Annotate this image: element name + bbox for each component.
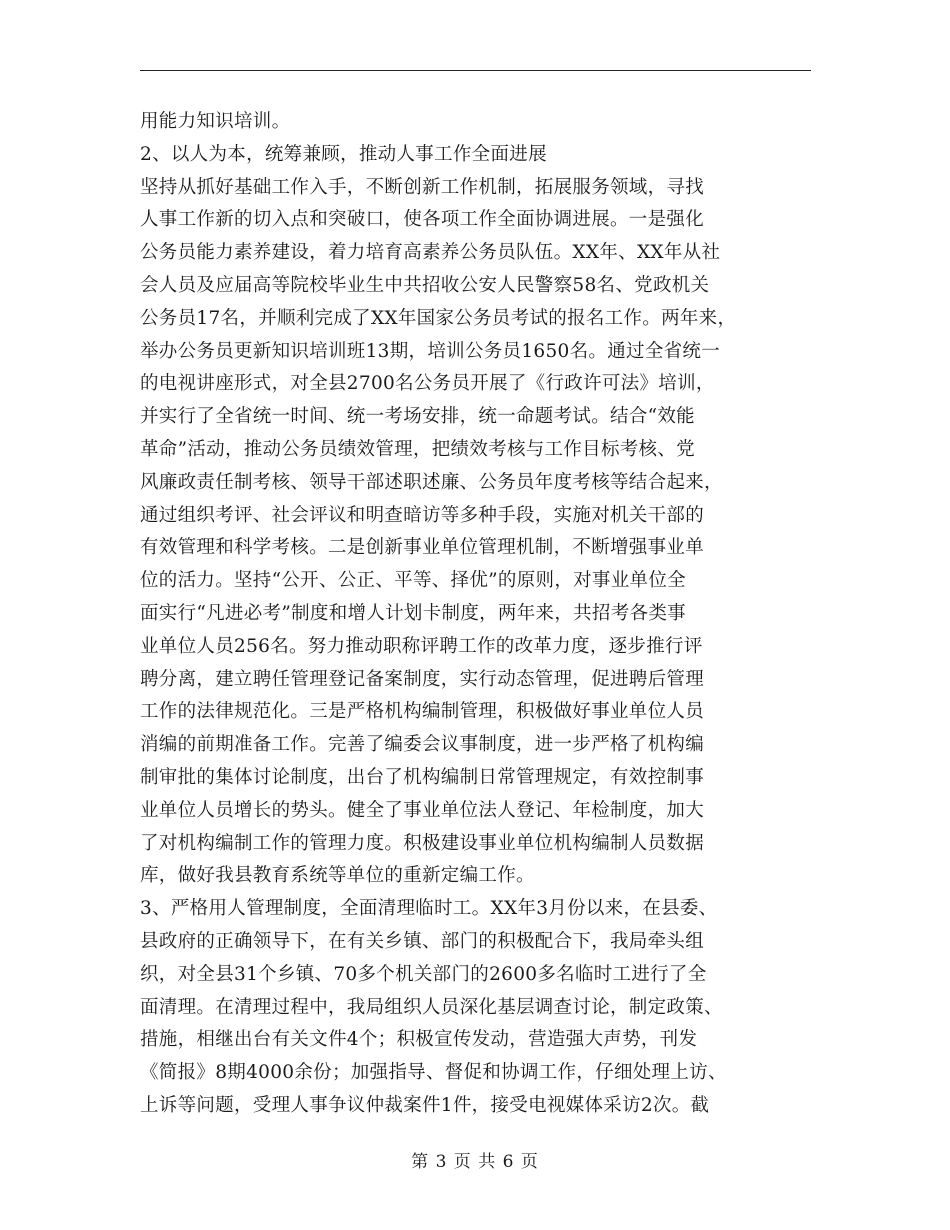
section-heading: 3、严格用人管理制度，全面清理临时工。XX年3月份以来，在县委、 [140, 898, 718, 920]
text-line: 革命”活动，推动公务员绩效管理，把绩效考核与工作目标考核、党 [140, 438, 695, 460]
text-line: 上诉等问题，受理人事争议仲裁案件1件，接受电视媒体采访2次。截 [140, 1094, 710, 1116]
text-line: 面实行“凡进必考”制度和增人计划卡制度，两年来，共招考各类事 [140, 602, 686, 624]
text-line: 业单位人员256名。努力推动职称评聘工作的改革力度，逐步推行评 [140, 635, 703, 657]
text-line: 坚持从抓好基础工作入手，不断创新工作机制，拓展服务领域，寻找 [140, 176, 705, 198]
text-line: 制审批的集体讨论制度，出台了机构编制日常管理规定，有效控制事 [140, 766, 705, 788]
text-line: 聘分离，建立聘任管理登记备案制度，实行动态管理，促进聘后管理 [140, 668, 705, 690]
body-text [140, 106, 830, 1123]
text-line: 举办公务员更新知识培训班13期，培训公务员1650名。通过全省统一 [140, 340, 721, 362]
header-rule [140, 70, 811, 71]
text-line: 风廉政责任制考核、领导干部述职述廉、公务员年度考核等结合起来， [140, 471, 723, 493]
text-line: 措施，相继出台有关文件4个；积极宣传发动，营造强大声势，刊发 [140, 1029, 698, 1051]
text-line: 用能力知识培训。 [140, 111, 291, 132]
text-line: 消编的前期准备工作。完善了编委会议事制度，进一步严格了机构编 [140, 734, 705, 756]
text-line: 面清理。在清理过程中，我局组织人员深化基层调查讨论，制定政策、 [140, 996, 723, 1018]
page-number-footer: 第 3 页 共 6 页 [411, 1152, 539, 1172]
text-line: 工作的法律规范化。三是严格机构编制管理，积极做好事业单位人员 [140, 701, 705, 723]
text-line: 公务员能力素养建设，着力培育高素养公务员队伍。XX年、XX年从社 [140, 242, 721, 264]
text-line: 人事工作新的切入点和突破口，使各项工作全面协调进展。一是强化 [140, 209, 705, 231]
text-line: 通过组织考评、社会评议和明查暗访等多种手段，实施对机关干部的 [140, 504, 705, 526]
text-line: 县政府的正确领导下，在有关乡镇、部门的积极配合下，我局牵头组 [140, 930, 705, 952]
text-line: 公务员17名，并顺利完成了XX年国家公务员考试的报名工作。两年来， [140, 307, 737, 329]
text-line: 并实行了全省统一时间、统一考场安排，统一命题考试。结合“效能 [140, 406, 695, 428]
text-line: 业单位人员增长的势头。健全了事业单位法人登记、年检制度，加大 [140, 799, 705, 821]
text-line: 了对机构编制工作的管理力度。积极建设事业单位机构编制人员数据 [140, 832, 705, 854]
text-line: 库，做好我县教育系统等单位的重新定编工作。 [140, 865, 535, 887]
text-line: 有效管理和科学考核。二是创新事业单位管理机制，不断增强事业单 [140, 537, 705, 559]
text-line: 《简报》8期4000余份；加强指导、督促和协调工作，仔细处理上访、 [140, 1062, 727, 1084]
text-line: 织，对全县31个乡镇、70多个机关部门的2600多名临时工进行了全 [140, 963, 707, 985]
text-line: 位的活力。坚持“公开、公正、平等、择优”的原则，对事业单位全 [140, 570, 686, 592]
section-heading: 2、以人为本，统筹兼顾，推动人事工作全面进展 [140, 143, 547, 165]
text-line: 会人员及应届高等院校毕业生中共招收公安人民警察58名、党政机关 [140, 274, 710, 296]
text-line: 的电视讲座形式，对全县2700名公务员开展了《行政许可法》培训， [140, 373, 715, 395]
